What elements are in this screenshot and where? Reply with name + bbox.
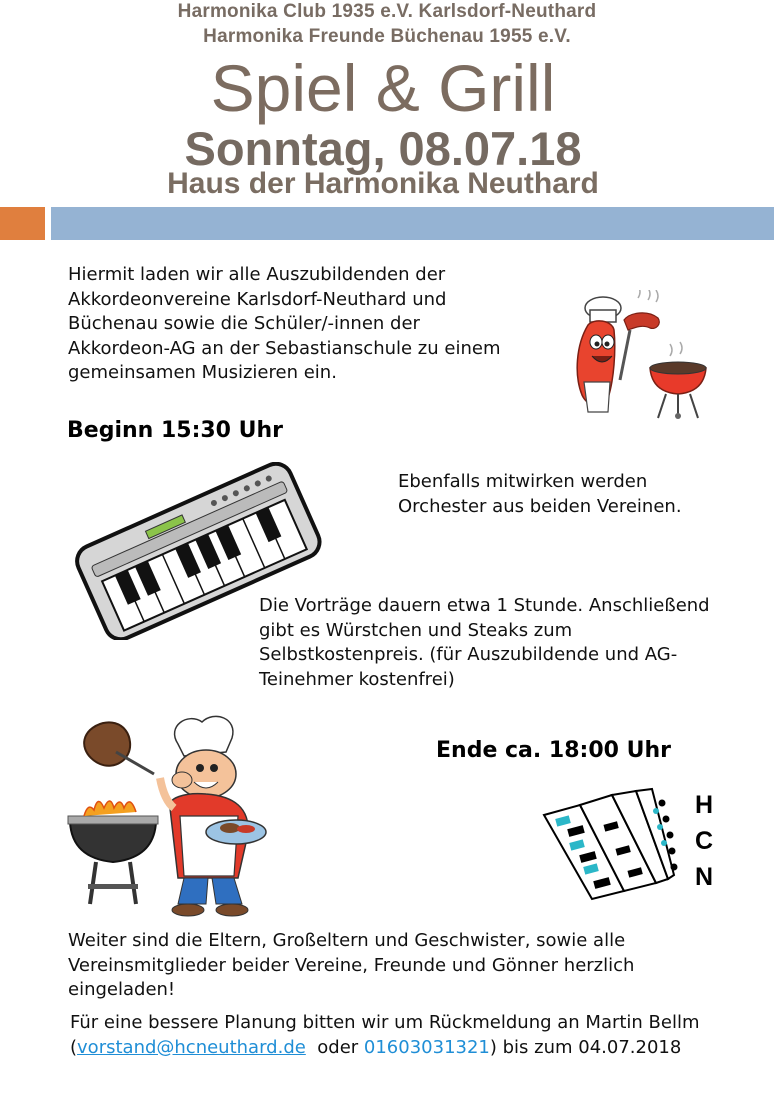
page-title: Spiel & Grill: [210, 51, 556, 125]
rsvp-post: ) bis zum 04.07.2018: [489, 1036, 682, 1058]
program-text: Die Vorträge dauern etwa 1 Stunde. Anschließend gibt es Würstchen und Steaks zum Selbstkostenpreis. (für Auszubildende und AG-Teinehmer kostenfrei): [259, 595, 710, 690]
logo-letter-n: N: [694, 863, 714, 891]
orchestra-text: Ebenfalls mitwirken werden Orchester aus beiden Vereinen.: [398, 471, 682, 517]
end-time: Ende ca. 18:00 Uhr: [436, 738, 671, 763]
club-name-2: Harmonika Freunde Büchenau 1955 e.V.: [203, 26, 571, 47]
grill-chef-icon: [66, 708, 276, 920]
start-time: Beginn 15:30 Uhr: [67, 418, 284, 443]
rsvp-mid: oder: [305, 1036, 364, 1058]
accent-bar-orange: [0, 207, 45, 240]
rsvp-text: [70, 1011, 710, 1060]
club-name-1: Harmonika Club 1935 e.V. Karlsdorf-Neuthard: [177, 1, 597, 22]
phone-link[interactable]: 01603031321: [363, 1036, 490, 1058]
intro-text: Hiermit laden wir alle Auszubildenden der Akkordeonvereine Karlsdorf-Neuthard und Büchenau sowie die Schüler/-innen der Akkordeon-AG an der Sebastianschule zu einem gemeinsamen Musizieren ein.: [68, 264, 501, 383]
event-venue: Haus der Harmonika Neuthard: [167, 167, 599, 200]
logo-letter-h: H: [694, 791, 714, 819]
accent-bar-blue: [51, 207, 774, 240]
logo-letter-c: C: [694, 827, 714, 855]
sausage-chef-icon: [558, 290, 713, 420]
email-link[interactable]: vorstand@hcneuthard.de: [77, 1036, 306, 1058]
invitation-text: Weiter sind die Eltern, Großeltern und Geschwister, sowie alle Vereinsmitglieder beider Vereine, Freunde und Gönner herzlich eingeladen!: [68, 930, 635, 1000]
rsvp-pre: Für eine bessere Planung bitten wir um Rückmeldung an Martin Bellm (: [70, 1012, 700, 1058]
accordion-logo-icon: [540, 783, 720, 903]
event-date: Sonntag, 08.07.18: [184, 122, 582, 175]
